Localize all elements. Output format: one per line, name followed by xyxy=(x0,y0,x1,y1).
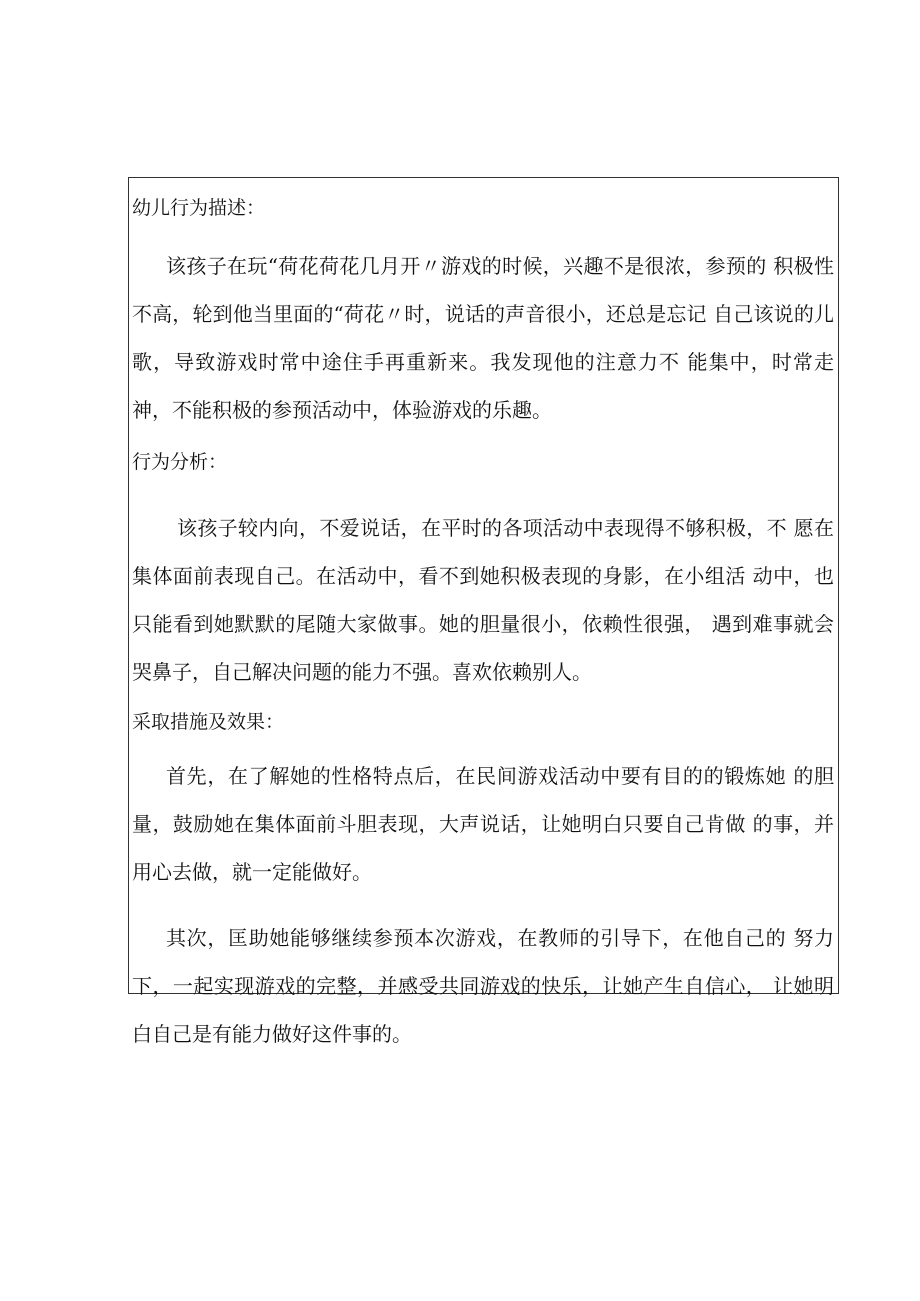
measures-paragraph-1: 首先，在了解她的性格特点后，在民间游戏活动中要有目的的锻炼她 的胆量，鼓励她在集体面前斗胆表现，大声说话，让她明白只要自己肯做 的事，并用心去做，就一定能做好。 xyxy=(132,764,834,884)
analysis-paragraph: 该孩子较内向，不爱说话，在平时的各项活动中表现得不够积极，不 愿在集体面前表现自己。在活动中，看不到她积极表现的身影，在小组活 动中，也只能看到她默默的尾随大家做事。她的胆量很小，依赖性很强， 遇到难事就会哭鼻子，自己解决问题的能力不强。喜欢依赖别人。 xyxy=(132,516,834,684)
observation-record-box xyxy=(128,177,839,1046)
measures-paragraph-2: 其次，匡助她能够继续参预本次游戏，在教师的引导下，在他自己的 努力下，一起实现游戏的完整，并感受共同游戏的快乐，让她产生自信心， 让她明白自己是有能力做好这件事的。 xyxy=(132,926,834,1046)
behavior-heading: 幼儿行为描述： xyxy=(132,197,266,219)
behavior-paragraph: 该孩子在玩“荷花荷花几月开〃游戏的时候，兴趣不是很浓，参预的 积极性不高，轮到他当里面的“荷花〃时，说话的声音很小，还总是忘记 自己该说的儿歌，导致游戏时常中途住手再重新来。我发现他的注意力不 能集中，时常走神，不能积极的参预活动中，体验游戏的乐趣。 xyxy=(132,254,834,422)
analysis-heading: 行为分析： xyxy=(132,451,228,473)
measures-heading: 采取措施及效果： xyxy=(132,711,285,733)
